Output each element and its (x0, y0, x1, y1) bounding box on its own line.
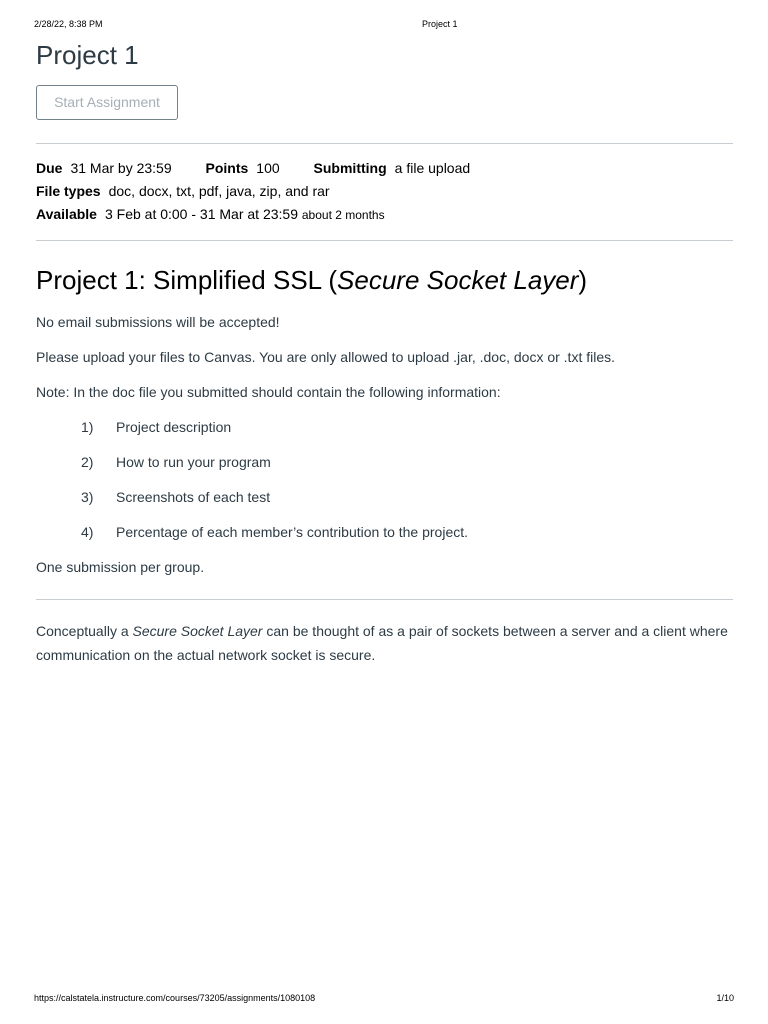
submitting-label: Submitting (313, 160, 387, 176)
available-duration: about 2 months (301, 208, 385, 222)
page-counter: 1/10 (716, 993, 734, 1003)
assignment-details (36, 157, 733, 226)
paragraph-concept (36, 619, 733, 667)
details-row-available (36, 203, 733, 226)
list-item-text: How to run your program (116, 454, 271, 470)
available-label: Available (36, 206, 97, 222)
list-item-number: 1) (81, 419, 94, 435)
requirements-list (36, 417, 733, 542)
paragraph-note: Note: In the doc file you submitted should contain the following information: (36, 384, 501, 400)
divider (36, 599, 733, 600)
paragraph-upload-instructions: Please upload your files to Canvas. You are only allowed to upload .jar, .doc, docx or .txt files. (36, 349, 616, 365)
file-types-label: File types (36, 183, 101, 199)
due-label: Due (36, 160, 63, 176)
list-item-number: 2) (81, 454, 94, 470)
details-row-due (36, 157, 733, 180)
list-item (36, 487, 733, 507)
print-footer (34, 993, 734, 1005)
points-value: 100 (256, 160, 280, 176)
available-value: 3 Feb at 0:00 - 31 Mar at 23:59 (104, 206, 298, 222)
list-item-number: 3) (81, 489, 94, 505)
list-item (36, 452, 733, 472)
concept-text-prefix: Conceptually a (36, 623, 133, 639)
list-item (36, 522, 733, 542)
concept-text-suffix: can be thought of as a pair of sockets between a server and a client where communication on the actual network socket is secure. (36, 623, 728, 663)
list-item-number: 4) (81, 524, 94, 540)
details-row-file-types (36, 180, 733, 203)
concept-text-italic: Secure Socket Layer (132, 623, 263, 639)
list-item-text: Percentage of each member’s contribution to the project. (116, 524, 469, 540)
file-types-value: doc, docx, txt, pdf, java, zip, and rar (108, 183, 330, 199)
list-item (36, 417, 733, 437)
points-label: Points (205, 160, 249, 176)
submitting-value: a file upload (394, 160, 471, 176)
heading-text-suffix: ) (578, 265, 588, 295)
list-item-text: Screenshots of each test (116, 489, 271, 505)
page-title: Project 1 (36, 40, 139, 70)
divider (36, 143, 733, 144)
due-value: 31 Mar by 23:59 (70, 160, 172, 176)
list-item-text: Project description (116, 419, 232, 435)
divider (36, 240, 733, 241)
paragraph-one-submission: One submission per group. (36, 559, 205, 575)
assignment-content (36, 38, 733, 667)
heading-text-prefix: Project 1: Simplified SSL ( (36, 265, 338, 295)
print-page-title: Project 1 (422, 19, 458, 29)
print-datetime: 2/28/22, 8:38 PM (34, 19, 103, 29)
page-url: https://calstatela.instructure.com/courses/73205/assignments/1080108 (34, 993, 316, 1003)
print-header (34, 19, 734, 31)
description-heading (36, 265, 733, 295)
paragraph-no-email: No email submissions will be accepted! (36, 314, 280, 330)
heading-text-italic: Secure Socket Layer (337, 265, 579, 295)
start-assignment-button[interactable]: Start Assignment (36, 85, 178, 120)
